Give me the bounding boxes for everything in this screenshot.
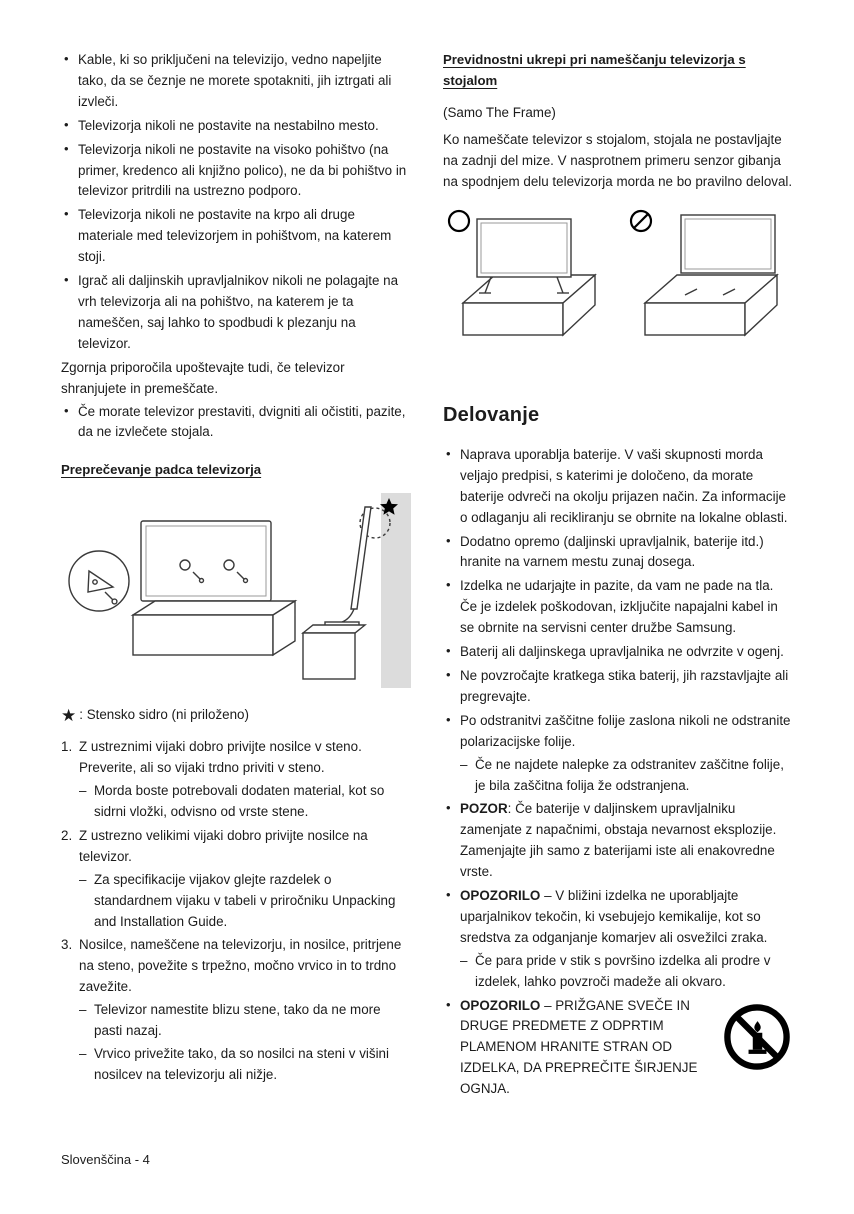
intro-bullet-list xyxy=(61,50,412,355)
allowed-circle-icon xyxy=(449,211,469,231)
tv-wall-anchor-front-view xyxy=(69,521,295,655)
step-subnote: – Za specifikacije vijakov glejte razdelek o standardnem vijaku v tabeli v priročniku Unpacking and Installation Guide. xyxy=(79,870,412,933)
bullet-subnote: – Če ne najdete nalepke za odstranitev zaščitne folije, je bila zaščitna folija že odstranjena. xyxy=(460,755,794,797)
stand-subtitle: (Samo The Frame) xyxy=(443,105,556,121)
prohibition-icon xyxy=(631,211,651,231)
left-column xyxy=(61,50,412,1103)
correct-placement-figure xyxy=(449,211,595,335)
operation-bullet-list xyxy=(443,445,794,1100)
list-item: • Baterij ali daljinskega upravljalnika ne odvrzite v ogenj. xyxy=(443,642,794,663)
step-item xyxy=(61,826,412,933)
right-column xyxy=(443,50,794,1103)
list-item: • Ne povzročajte kratkega stika baterij, jih razstavljajte ali pregrevajte. xyxy=(443,666,794,708)
list-item: • Igrač ali daljinskih upravljalnikov nikoli ne polagajte na vrh televizorja ali na pohištvo, na katerem je ta nameščen, saj lahko to spodbudi k plezanju na televizor. xyxy=(61,271,412,355)
wall-anchor-star-icon: ★ xyxy=(61,705,77,725)
step-number: 3. xyxy=(61,937,73,953)
step-number: 1. xyxy=(61,739,73,755)
section-title-operation: Delovanje xyxy=(443,403,540,426)
list-item: • Izdelka ne udarjajte in pazite, da vam ne pade na tla. Če je izdelek poškodovan, izključite napajalni kabel in se obrnite na servisni center družbe Samsung. xyxy=(443,576,794,639)
step-subnote: – Televizor namestite blizu stene, tako da ne more pasti nazaj. xyxy=(79,1000,412,1042)
tv-wall-anchor-side-view xyxy=(303,493,411,688)
step-subnote: – Vrvico privežite tako, da so nosilci na steni v višini nosilcev na televizorju ali nižje. xyxy=(79,1044,412,1086)
list-item: • Televizorja nikoli ne postavite na krpo ali druge materiale med televizorjem in pohištvom, na katerem stoji. xyxy=(61,205,412,268)
list-item: • Kable, ki so priključeni na televizijo, vedno napeljite tako, da se čeznje ne morete spotakniti, jih iztrgati ali izvleči. xyxy=(61,50,412,113)
step-text: Z ustreznimi vijaki dobro privijte nosilce v steno. Preverite, ali so vijaki trdno priviti v steno. xyxy=(79,739,362,776)
star-caption-text: : Stensko sidro (ni priloženo) xyxy=(79,706,249,722)
storage-note: Zgornja priporočila upoštevajte tudi, če televizor shranjujete in premeščate. xyxy=(61,359,345,396)
section-title-fall-prevention: Preprečevanje padca televizorja xyxy=(61,462,262,478)
star-caption xyxy=(61,703,412,730)
list-item: • OPOZORILO – PRIŽGANE SVEČE IN DRUGE PREDMETE Z ODPRTIM PLAMENOM HRANITE STRAN OD IZDELKA, DA PREPREČITE ŠIRJENJE OGNJA. xyxy=(443,996,794,1101)
list-item: • Televizorja nikoli ne postavite na visoko pohištvo (na primer, kredenco ali knjižno polico), ne da bi pohištvo in televizor pritrdili na ustrezno podporo. xyxy=(61,140,412,203)
step-item xyxy=(61,935,412,1085)
list-item: • Če morate televizor prestaviti, dvigniti ali očistiti, pazite, da ne izvlečete stojala. xyxy=(61,402,412,444)
list-item: • Po odstranitvi zaščitne folije zaslona nikoli ne odstranite polarizacijske folije. – Če ne najdete nalepke za odstranitev zaščitne folije, je bila zaščitna folija že odstranjena. xyxy=(443,711,794,797)
step-text: Nosilce, nameščene na televizorju, in nosilce, pritrjene na steno, povežite s trpežno, močno vrvico in to trdno zavežite. xyxy=(79,937,402,995)
fall-prevention-illustration xyxy=(61,493,412,695)
list-item: • OPOZORILO – V bližini izdelka ne uporabljajte uparjalnikov tekočin, ki vsebujejo kemikalije, kot so sredstva za odganjanje komarjev ali osvežilci zraka. – Če para pride v stik s površino izdelka ali prodre v izdelek, lahko povzroči madeže ali okvaro. xyxy=(443,886,794,993)
step-item xyxy=(61,737,412,823)
storage-note-list xyxy=(61,402,412,444)
section-title-stand-precautions: Previdnostni ukrepi pri nameščanju televizorja s stojalom xyxy=(443,52,746,88)
step-number: 2. xyxy=(61,827,73,843)
step-subnote: – Morda boste potrebovali dodaten material, kot so sidrni vložki, odvisno od vrste stene. xyxy=(79,781,412,823)
stand-paragraph: Ko nameščate televizor s stojalom, stojala ne postavljajte na zadnji del mize. V nasprotnem primeru senzor gibanja na spodnjem delu televizorja morda ne bo pravilno deloval. xyxy=(443,132,793,189)
page-footer: Slovenščina - 4 xyxy=(61,1152,150,1167)
list-item: • Dodatno opremo (daljinski upravljalnik, baterije itd.) hranite na varnem mestu zunaj dosega. xyxy=(443,532,794,574)
list-item: • Naprava uporablja baterije. V vaši skupnosti morda veljajo predpisi, s katerimi je določeno, da morate baterije odvreči na okolju prijazen način. Za informacije o odlaganju ali recikliranju se obrnite na lokalne oblasti. xyxy=(443,445,794,529)
step-text: Z ustrezno velikimi vijaki dobro privijte nosilce na televizor. xyxy=(79,827,368,864)
no-open-flame-icon xyxy=(720,1000,794,1074)
bullet-subnote: – Če para pride v stik s površino izdelka ali prodre v izdelek, lahko povzroči madeže ali okvaro. xyxy=(460,951,794,993)
fall-prevention-steps xyxy=(61,737,412,1086)
list-item: • POZOR: Če baterije v daljinskem upravljalniku zamenjate z napačnimi, obstaja nevarnost eksplozije. Zamenjajte jih samo z baterijami iste ali enakovredne vrste. xyxy=(443,799,794,883)
list-item: • Televizorja nikoli ne postavite na nestabilno mesto. xyxy=(61,116,412,137)
stand-placement-illustration xyxy=(443,205,794,374)
incorrect-placement-figure xyxy=(631,211,777,335)
